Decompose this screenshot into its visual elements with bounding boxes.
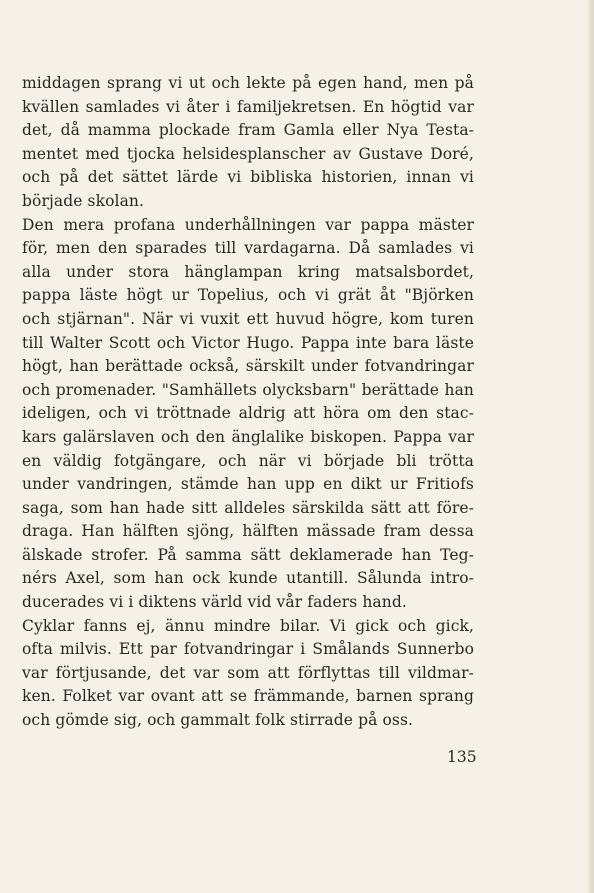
text-line: högt, han berättade också, särskilt under fotvandringar	[22, 357, 474, 376]
text-line: och gömde sig, och gammalt folk stirrade på oss.	[22, 711, 414, 730]
text-line: Den mera profana underhållningen var pappa mäster	[22, 215, 474, 234]
text-line: en väldig fotgängare, och när vi började bli trötta	[22, 451, 474, 470]
text-line: pappa läste högt ur Topelius, och vi grät åt "Björken	[22, 286, 474, 305]
text-line: och stjärnan". När vi vuxit ett huvud högre, kom turen	[22, 309, 474, 328]
text-line: började skolan.	[22, 191, 145, 210]
text-line: under vandringen, stämde han upp en dikt ur Fritiofs	[22, 475, 474, 494]
text-line: alla under stora hänglampan kring matsalsbordet,	[22, 262, 474, 281]
text-line: och promenader. "Samhällets olycksbarn" berättade han	[22, 380, 474, 399]
text-line: mentet med tjocka helsidesplanscher av Gustave Doré,	[22, 144, 474, 163]
text-line: ken. Folket var ovant att se främmande, barnen sprang	[22, 687, 474, 706]
body-text	[22, 72, 474, 733]
text-line: nérs Axel, som han ock kunde utantill. Sålunda intro-	[22, 569, 474, 588]
text-line: middagen sprang vi ut och lekte på egen hand, men på	[22, 74, 474, 92]
text-line: var förtjusande, det var som att förflyttas till vildmar-	[22, 663, 474, 682]
page-number: 135	[447, 748, 477, 766]
text-line: kvällen samlades vi åter i familjekretsen. En högtid var	[22, 97, 474, 116]
text-line: ideligen, och vi tröttnade aldrig att höra om den stac-	[22, 404, 474, 423]
text-line: älskade strofer. På samma sätt deklamerade han Teg-	[22, 545, 474, 564]
text-line: det, då mamma plockade fram Gamla eller Nya Testa-	[22, 121, 474, 140]
text-line: draga. Han hälften sjöng, hälften mässade fram dessa	[22, 522, 474, 541]
text-line: kars galärslaven och den änglalike biskopen. Pappa var	[22, 427, 474, 446]
text-line: ofta milvis. Ett par fotvandringar i Smålands Sunnerbo	[22, 640, 474, 659]
text-line: saga, som han hade sitt alldeles särskilda sätt att före-	[22, 498, 474, 517]
text-line: och på det sättet lärde vi bibliska historien, innan vi	[22, 168, 474, 187]
text-line: till Walter Scott och Victor Hugo. Pappa inte bara läste	[22, 333, 474, 352]
text-line: för, men den sparades till vardagarna. Då samlades vi	[22, 239, 474, 258]
text-line: Cyklar fanns ej, ännu mindre bilar. Vi gick och gick,	[22, 616, 474, 635]
page-edge	[588, 0, 594, 893]
text-line: ducerades vi i diktens värld vid vår faders hand.	[22, 593, 407, 612]
